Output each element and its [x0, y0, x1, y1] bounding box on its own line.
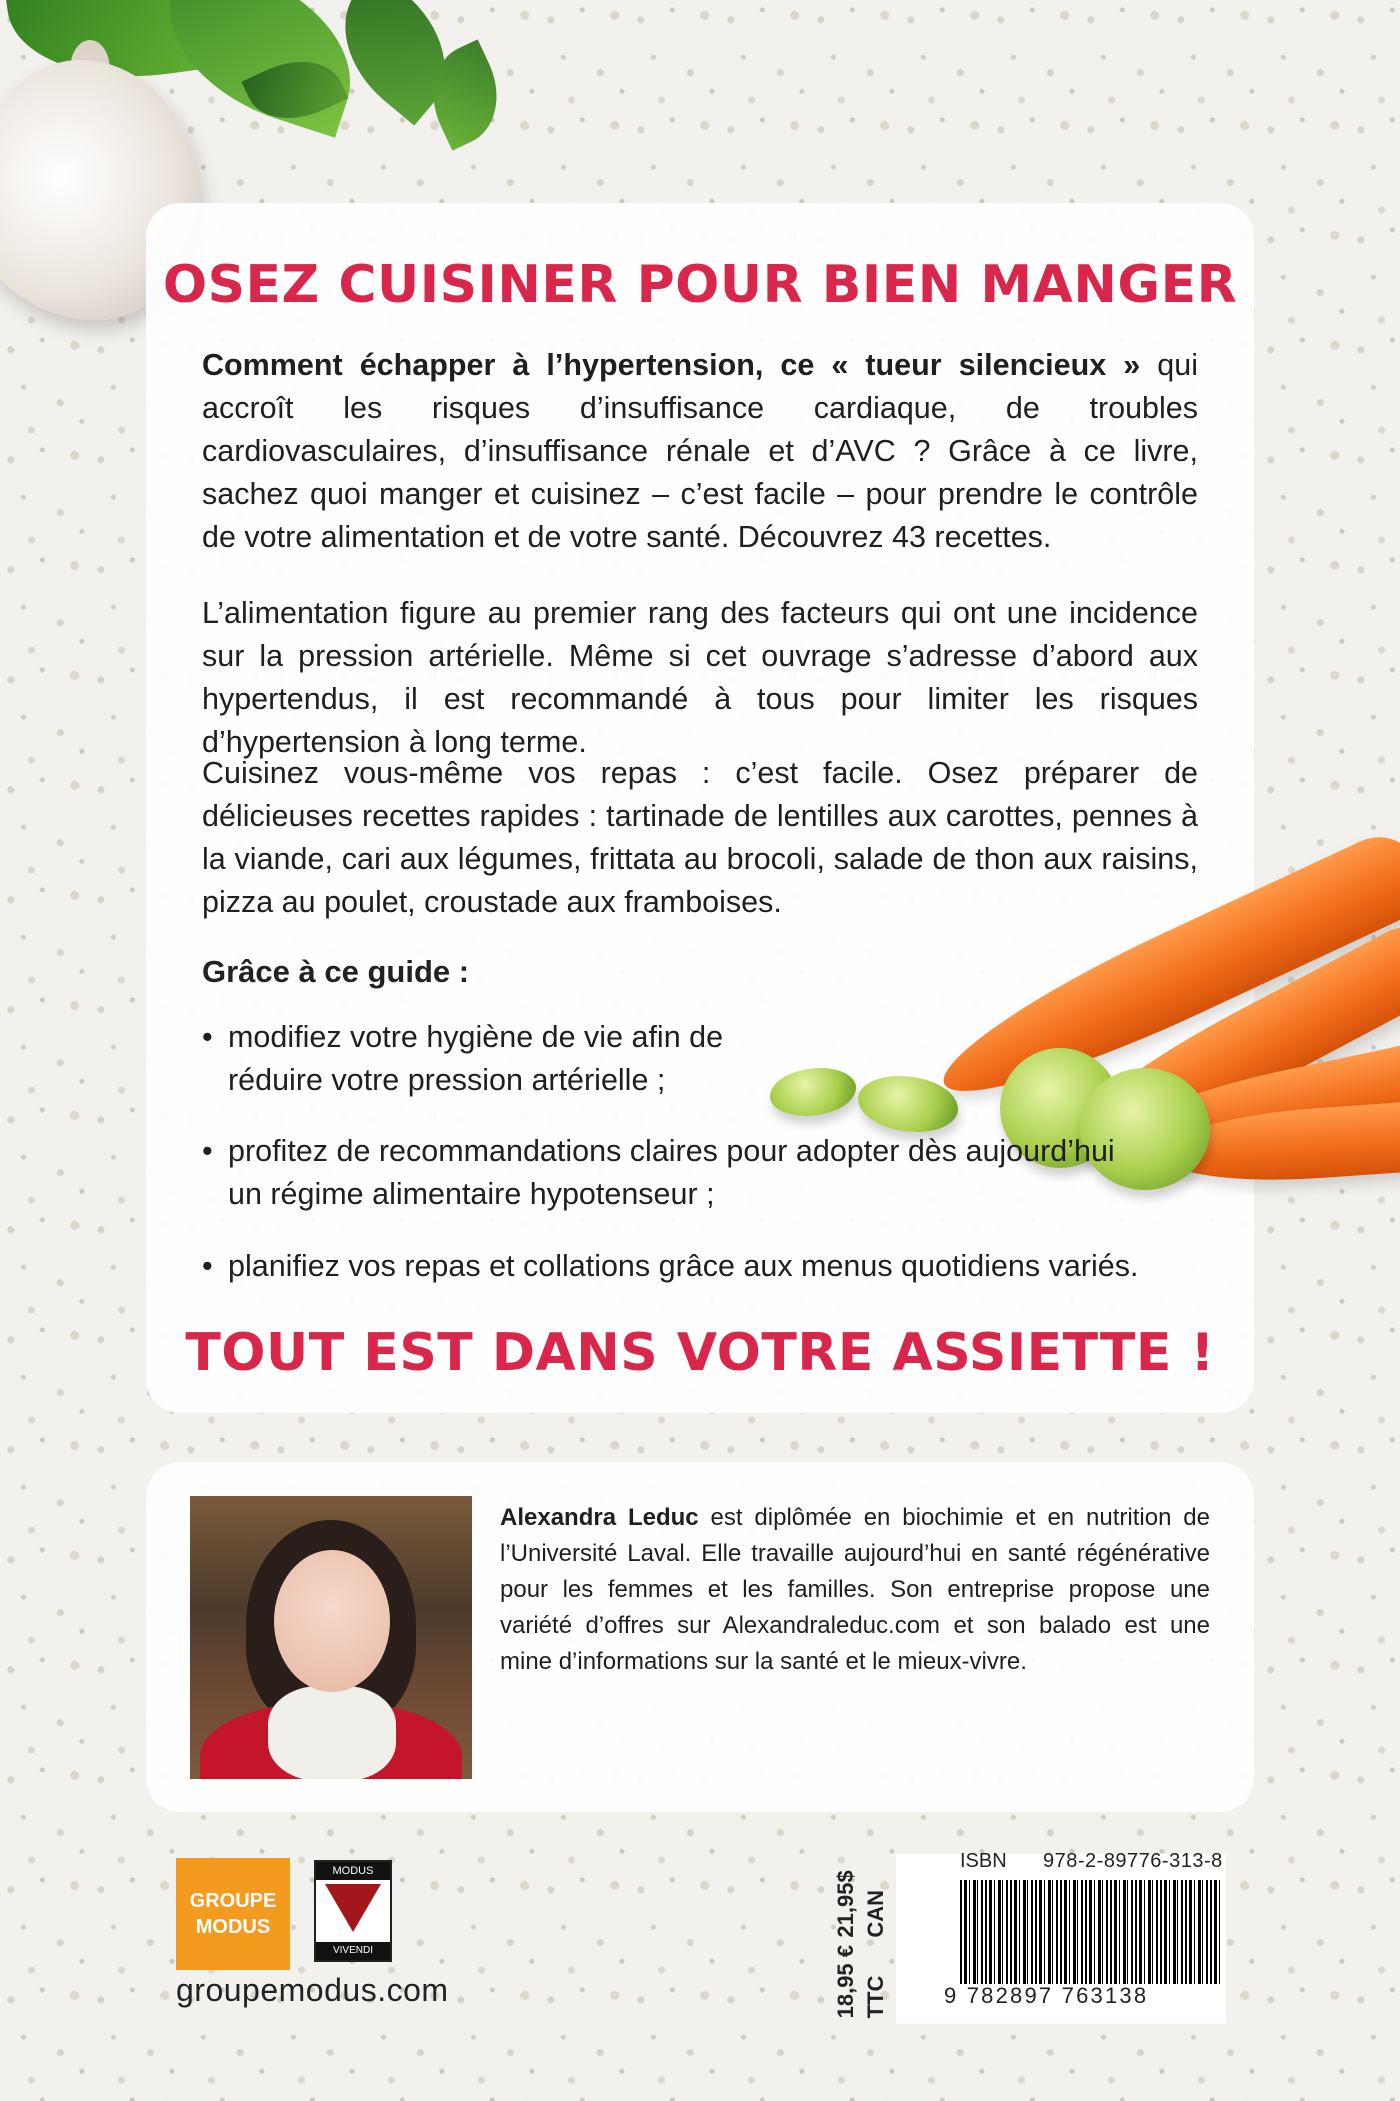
intro-rest: qui accroît les risques d’insuffisance cardiaque, de troubles cardiovasculaires, d’insuffisance rénale et d’AVC ? Grâce à ce livre, sachez quoi manger et cuisinez – c’est facile – pour prendre le contrôle de votre alimentation et de votre santé. Découvrez 43 recettes. [202, 348, 1198, 554]
author-name: Alexandra Leduc [500, 1504, 699, 1531]
barcode-digits: 9 782897 763138 [944, 1983, 1149, 2008]
guide-bullet: • profitez de recommandations claires pour adopter dès aujourd’hui un régime alimentaire hypotenseur ; [202, 1130, 1128, 1216]
isbn-label: ISBN [960, 1850, 1007, 1872]
intro-paragraph [202, 344, 1198, 559]
price-eur: 18,95 € TTC [833, 1944, 888, 2018]
price-block [826, 1858, 896, 2018]
author-bio [500, 1500, 1210, 1680]
barcode-icon [960, 1880, 1220, 1984]
paragraph-2: L’alimentation figure au premier rang des facteurs qui ont une incidence sur la pression artérielle. Même si cet ouvrage s’adresse d’abord aux hypertendus, il est recommandé à tous pour limiter les risques d’hypertension à long terme. [202, 596, 1198, 759]
vivendi-logo-bottom: VIVENDI [316, 1942, 390, 1960]
logo-line-2: MODUS [195, 1916, 271, 1938]
author-photo [190, 1496, 472, 1779]
publisher-website[interactable]: groupemodus.com [176, 1972, 449, 2008]
headline-top: OSEZ CUISINER POUR BIEN MANGER [162, 255, 1238, 315]
author-bio-text: est diplômée en biochimie et en nutrition de l’Université Laval. Elle travaille aujourd’hui en santé régénérative pour les femmes et les familles. Son entreprise propose une variété d’offres sur Alexandraleduc.com et son balado est une mine d’informations sur la santé et le mieux-vivre. [500, 1504, 1210, 1675]
paragraph-3: Cuisinez vous-même vos repas : c’est facile. Osez préparer de délicieuses recettes rapides : tartinade de lentilles aux carottes, pennes à la viande, cari aux légumes, frittata au brocoli, salade de thon aux raisins, pizza au poulet, croustade aux framboises. [202, 756, 1198, 919]
logo-line-1: GROUPE [189, 1890, 277, 1912]
triangle-icon [325, 1884, 381, 1932]
groupe-modus-logo [176, 1858, 290, 1970]
modus-vivendi-logo [314, 1860, 392, 1962]
price-can: 21,95$ CAN [833, 1870, 888, 1938]
guide-bullet: • modifiez votre hygiène de vie afin de réduire votre pression artérielle ; [202, 1016, 748, 1102]
isbn-number: 978-2-89776-313-8 [1043, 1850, 1223, 1872]
vivendi-logo-top: MODUS [316, 1862, 390, 1880]
guide-bullet: • planifiez vos repas et collations grâce aux menus quotidiens variés. [202, 1245, 1208, 1288]
intro-bold: Comment échapper à l’hypertension, ce « tueur silencieux » [202, 348, 1141, 382]
headline-bottom: TOUT EST DANS VOTRE ASSIETTE ! [185, 1323, 1215, 1383]
guide-title: Grâce à ce guide : [202, 954, 470, 989]
